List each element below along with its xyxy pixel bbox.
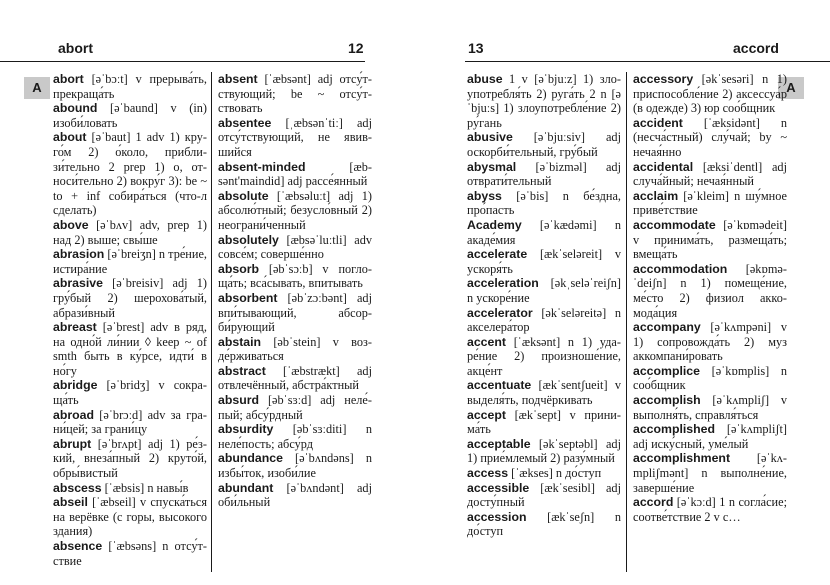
- entry-headword: absurdity: [218, 422, 274, 437]
- entry-headword: accept: [467, 407, 506, 422]
- right-header-word: accord: [733, 40, 779, 56]
- entry-definition: [əkˈseləreitə] n акселера́тор: [467, 305, 621, 335]
- right-letter-tab: A: [778, 77, 804, 99]
- dictionary-entry: [467, 306, 621, 335]
- entry-headword: acclaim: [633, 188, 679, 203]
- entry-definition: [ækˈsesibl] adj досту́пный: [467, 480, 621, 510]
- entry-headword: acceptable: [467, 436, 531, 451]
- dictionary-entry: [633, 116, 787, 160]
- entry-headword: accelerator: [467, 305, 533, 320]
- entry-definition: 1 v [əˈbjuːz] 1) злоупотребля́ть 2) руга́ть 2 n [əˈbjuːs] 1) злоупотребле́ние 2) ру́гань: [467, 72, 621, 130]
- entry-headword: absentee: [218, 115, 272, 130]
- entry-headword: abrasive: [53, 276, 103, 291]
- entry-definition: [əˈkʌmpəni] v 1) сопровожда́ть 2) муз аккомпани́ровать: [633, 320, 787, 364]
- dictionary-entry: [53, 408, 207, 437]
- right-page-number: 13: [468, 40, 484, 56]
- dictionary-entry: [467, 378, 621, 407]
- left-column-divider: [211, 72, 212, 572]
- entry-headword: access: [467, 466, 509, 481]
- entry-headword: accession: [467, 509, 527, 524]
- dictionary-entry: [467, 276, 621, 305]
- dictionary-entry: [53, 130, 207, 218]
- right-column-2: [633, 72, 787, 524]
- entry-headword: abrupt: [53, 436, 92, 451]
- entry-headword: abreast: [53, 320, 97, 335]
- dictionary-entry: [218, 262, 372, 291]
- entry-definition: [ˈæbsənt] adj отсу́тствующий; be ~ отсу́тствовать: [218, 72, 372, 116]
- entry-headword: accident: [633, 115, 683, 130]
- dictionary-entry: [633, 393, 787, 422]
- dictionary-entry: [53, 495, 207, 539]
- entry-headword: abscess: [53, 480, 102, 495]
- dictionary-entry: [467, 218, 621, 247]
- entry-headword: abstract: [218, 363, 266, 378]
- entry-definition: [ˈæbsəns] n отсу́тствие: [53, 539, 207, 568]
- right-header-rule: [465, 61, 830, 62]
- entry-headword: accessory: [633, 72, 694, 86]
- entry-headword: abysmal: [467, 159, 517, 174]
- dictionary-entry: [53, 481, 207, 496]
- dictionary-entry: [633, 218, 787, 262]
- dictionary-entry: [53, 378, 207, 407]
- left-column-1: [53, 72, 207, 568]
- entry-definition: [ˈæbsəluːt] adj 1) абсолю́тный; безусло́вный 2) неограни́ченный: [218, 188, 372, 232]
- entry-headword: absorbent: [218, 290, 278, 305]
- entry-definition: [əˈbrʌpt] adj 1) ре́зкий, внеза́пный 2) круто́й, обры́вистый: [53, 436, 207, 481]
- right-column-divider: [626, 72, 627, 572]
- dictionary-entry: [467, 510, 621, 539]
- entry-headword: absolute: [218, 188, 269, 203]
- entry-definition: [əˈkɔːd] 1 n согла́сие; соотве́тствие 2 v с…: [633, 495, 787, 524]
- entry-definition: [əkˈsesəri] n 1) приспособле́ние 2) аксессуа́р (в одежде) 3) юр соо́бщник: [633, 72, 787, 116]
- dictionary-entry: [53, 320, 207, 378]
- entry-headword: abseil: [53, 495, 88, 510]
- dictionary-entry: [633, 72, 787, 116]
- entry-headword: abyss: [467, 188, 502, 203]
- entry-headword: abound: [53, 101, 98, 116]
- dictionary-entry: [53, 247, 207, 276]
- entry-headword: abrasion: [53, 247, 105, 262]
- entry-headword: absent-minded: [218, 159, 306, 174]
- entry-headword: abroad: [53, 407, 94, 422]
- entry-definition: [əˈbʌndəns] n избы́ток, изоби́лие: [218, 451, 372, 481]
- left-letter-tab: A: [24, 77, 50, 99]
- entry-definition: [ækˈsept] v принима́ть: [467, 407, 621, 437]
- left-column-2: [218, 72, 372, 510]
- entry-definition: [əbˈsɜːditi] n неле́пость; абсу́рд: [218, 422, 372, 451]
- entry-definition: [æksiˈdentl] adj случа́йный; нечая́нный: [633, 159, 787, 189]
- entry-definition: [əˈkædəmi] n акаде́мия: [467, 217, 621, 247]
- entry-headword: absurd: [218, 393, 259, 408]
- entry-definition: [ækˈseləreit] v ускоря́ть: [467, 247, 621, 276]
- entry-definition: [ˈækses] n до́ступ: [508, 466, 602, 481]
- entry-headword: abundance: [218, 451, 283, 466]
- entry-definition: [əˈbrɔːd] adv за грани́цей; за грани́цу: [53, 407, 207, 437]
- dictionary-entry: [218, 189, 372, 233]
- dictionary-entry: [633, 160, 787, 189]
- dictionary-entry: [467, 466, 621, 481]
- dictionary-entry: [218, 291, 372, 335]
- entry-headword: accomplice: [633, 363, 700, 378]
- dictionary-entry: [467, 335, 621, 379]
- dictionary-entry: [53, 539, 207, 568]
- entry-definition: [əbˈzɔːbənt] adj впи́тывающий, абсорби́рующий: [218, 290, 372, 335]
- left-header-word: abort: [58, 40, 93, 56]
- entry-definition: [əˈbʌndənt] adj оби́льный: [218, 480, 372, 510]
- entry-definition: [əˈkʌmpliʃmənt] n выполне́ние, заверше́ние: [633, 451, 787, 495]
- dictionary-entry: [633, 189, 787, 218]
- dictionary-entry: [633, 320, 787, 364]
- left-header-rule: [0, 61, 365, 62]
- entry-headword: accentuate: [467, 378, 532, 393]
- entry-headword: accord: [633, 495, 674, 510]
- dictionary-entry: [218, 160, 372, 189]
- dictionary-entry: [467, 189, 621, 218]
- entry-headword: absolutely: [218, 232, 279, 247]
- dictionary-entry: [633, 451, 787, 495]
- dictionary-entry: [218, 481, 372, 510]
- entry-headword: accomplishment: [633, 451, 731, 466]
- entry-headword: above: [53, 217, 89, 232]
- dictionary-entry: [53, 101, 207, 130]
- entry-definition: [əbˈsɜːd] adj неле́пый; абсу́рдный: [218, 393, 372, 422]
- entry-headword: abstain: [218, 334, 262, 349]
- dictionary-entry: [218, 72, 372, 116]
- dictionary-entry: [467, 437, 621, 466]
- dictionary-entry: [53, 276, 207, 320]
- entry-definition: [ˈæksənt] n 1) ударе́ние 2) произноше́ние, акце́нт: [467, 334, 621, 378]
- entry-definition: [əˈbreisiv] adj 1) гру́бый 2) шерохова́тый, абрази́вный: [53, 276, 207, 320]
- entry-definition: [əˈbrest] adv в ряд, на одно́й ли́нии ◊ keep ~ of smth быть в ку́рсе, идти́ в но́гу: [53, 320, 207, 378]
- entry-definition: [əˈbʌv] adv, prep 1) над 2) выше; свы́ше: [53, 217, 207, 247]
- entry-definition: [ækˈseʃn] n до́ступ: [467, 509, 621, 539]
- entry-headword: abuse: [467, 72, 503, 86]
- dictionary-entry: [218, 364, 372, 393]
- dictionary-entry: [467, 247, 621, 276]
- entry-headword: abusive: [467, 130, 513, 145]
- dictionary-entry: [467, 160, 621, 189]
- entry-headword: abridge: [53, 378, 98, 393]
- entry-definition: [əˈkɒmplis] n соо́бщник: [633, 363, 787, 393]
- dictionary-entry: [633, 262, 787, 320]
- entry-definition: [əˈkʌmpliʃ] v выполня́ть, справля́ться: [633, 393, 787, 422]
- dictionary-entry: [53, 72, 207, 101]
- dictionary-entry: [633, 422, 787, 451]
- entry-definition: [ˈæbseil] v спуска́ться на верёвке (с горы, высокого здания): [53, 495, 207, 539]
- dictionary-entry: [218, 233, 372, 262]
- dictionary-entry: [467, 130, 621, 159]
- left-page-number: 12: [348, 40, 364, 56]
- dictionary-entry: [218, 116, 372, 160]
- dictionary-entry: [218, 335, 372, 364]
- entry-definition: [əˈbridʒ] v сокраща́ть: [53, 378, 207, 408]
- entry-headword: absent: [218, 72, 258, 86]
- entry-definition: [ˌæbsənˈtiː] adj отсу́тствующий, не явившийся: [218, 115, 372, 159]
- entry-headword: accomplished: [633, 422, 716, 437]
- entry-headword: accommodation: [633, 261, 728, 276]
- right-column-1: [467, 72, 621, 539]
- entry-definition: [əˈbizməl] adj отврати́тельный: [467, 159, 621, 189]
- entry-headword: accompany: [633, 320, 701, 335]
- right-page: [415, 0, 830, 585]
- entry-definition: [əˈbis] n бе́здна, про́пасть: [467, 188, 621, 218]
- dictionary-entry: [633, 364, 787, 393]
- entry-definition: [əkˌseləˈreiʃn] n ускоре́ние: [467, 276, 621, 305]
- entry-headword: about: [53, 130, 87, 145]
- entry-headword: accelerate: [467, 247, 528, 262]
- entry-headword: absence: [53, 539, 103, 553]
- entry-definition: [əbˈsɔːb] v поглoща́ть; вса́сывать, впитывать: [218, 261, 372, 291]
- dictionary-entry: [218, 422, 372, 451]
- entry-definition: [əˈbreiʒn] n тре́ние, истира́ние: [53, 247, 207, 276]
- entry-definition: [æbsəˈluːtli] adv совсе́м; соверше́нно: [218, 232, 372, 262]
- entry-headword: Academy: [467, 217, 522, 232]
- entry-definition: [əkˈseptəbl] adj 1) прие́млемый 2) разу́мный: [467, 436, 621, 466]
- entry-headword: absorb: [218, 261, 259, 276]
- dictionary-entry: [467, 408, 621, 437]
- dictionary-entry: [53, 437, 207, 481]
- entry-headword: abort: [53, 72, 84, 86]
- entry-definition: [əˈbaund] v (in) изоби́ловать: [53, 101, 207, 130]
- entry-definition: [əˈkɒmədeit] v принима́ть, размеща́ть; вмеща́ть: [633, 217, 787, 262]
- dictionary-entry: [633, 495, 787, 524]
- entry-definition: [əˈbaut] 1 adv 1) круго́м 2) о́коло, приблизи́тельно 2 prep 1) о, относи́тельно 2) вокру́г 3): be ~ to + inf собира́ться (что-л сделать): [53, 130, 207, 218]
- dictionary-entry: [467, 72, 621, 130]
- dictionary-entry: [218, 451, 372, 480]
- entry-headword: abundant: [218, 480, 274, 495]
- entry-definition: [ækˈsentʃueit] v выделя́ть, подчёркивать: [467, 378, 621, 408]
- entry-definition: [əˈkʌmpliʃt] adj иску́сный, уме́лый: [633, 422, 787, 451]
- entry-definition: [əkɒməˈdeiʃn] n 1) помеще́ние, ме́сто 2) физиол аккомода́ция: [633, 261, 787, 320]
- entry-definition: [əbˈstein] v возде́рживаться: [218, 334, 372, 364]
- entry-definition: [ˈæksidənt] n (несча́стный) слу́чай; by ~ нечая́нно: [633, 115, 787, 159]
- dictionary-entry: [467, 481, 621, 510]
- entry-headword: acceleration: [467, 276, 539, 291]
- entry-definition: [əˈbɔːt] v прерыва́ть, прекраща́ть: [53, 72, 207, 101]
- entry-headword: accommodate: [633, 217, 716, 232]
- entry-definition: [əˈbjuːsiv] adj оскорби́тельный, гру́бый: [467, 130, 621, 159]
- entry-headword: accomplish: [633, 393, 701, 408]
- dictionary-entry: [218, 393, 372, 422]
- entry-definition: [ˈæbstrækt] adj отвлечённый, абстра́ктный: [218, 363, 372, 393]
- entry-headword: accessible: [467, 480, 530, 495]
- entry-headword: accidental: [633, 159, 694, 174]
- entry-headword: accent: [467, 334, 506, 349]
- dictionary-entry: [53, 218, 207, 247]
- entry-definition: [əˈkleim] n шу́мное приве́тствие: [633, 188, 787, 218]
- entry-definition: [ˈæbsis] n навы́в: [101, 480, 189, 495]
- entry-definition: [æbsənt'maindid] adj рассе́янный: [218, 159, 372, 189]
